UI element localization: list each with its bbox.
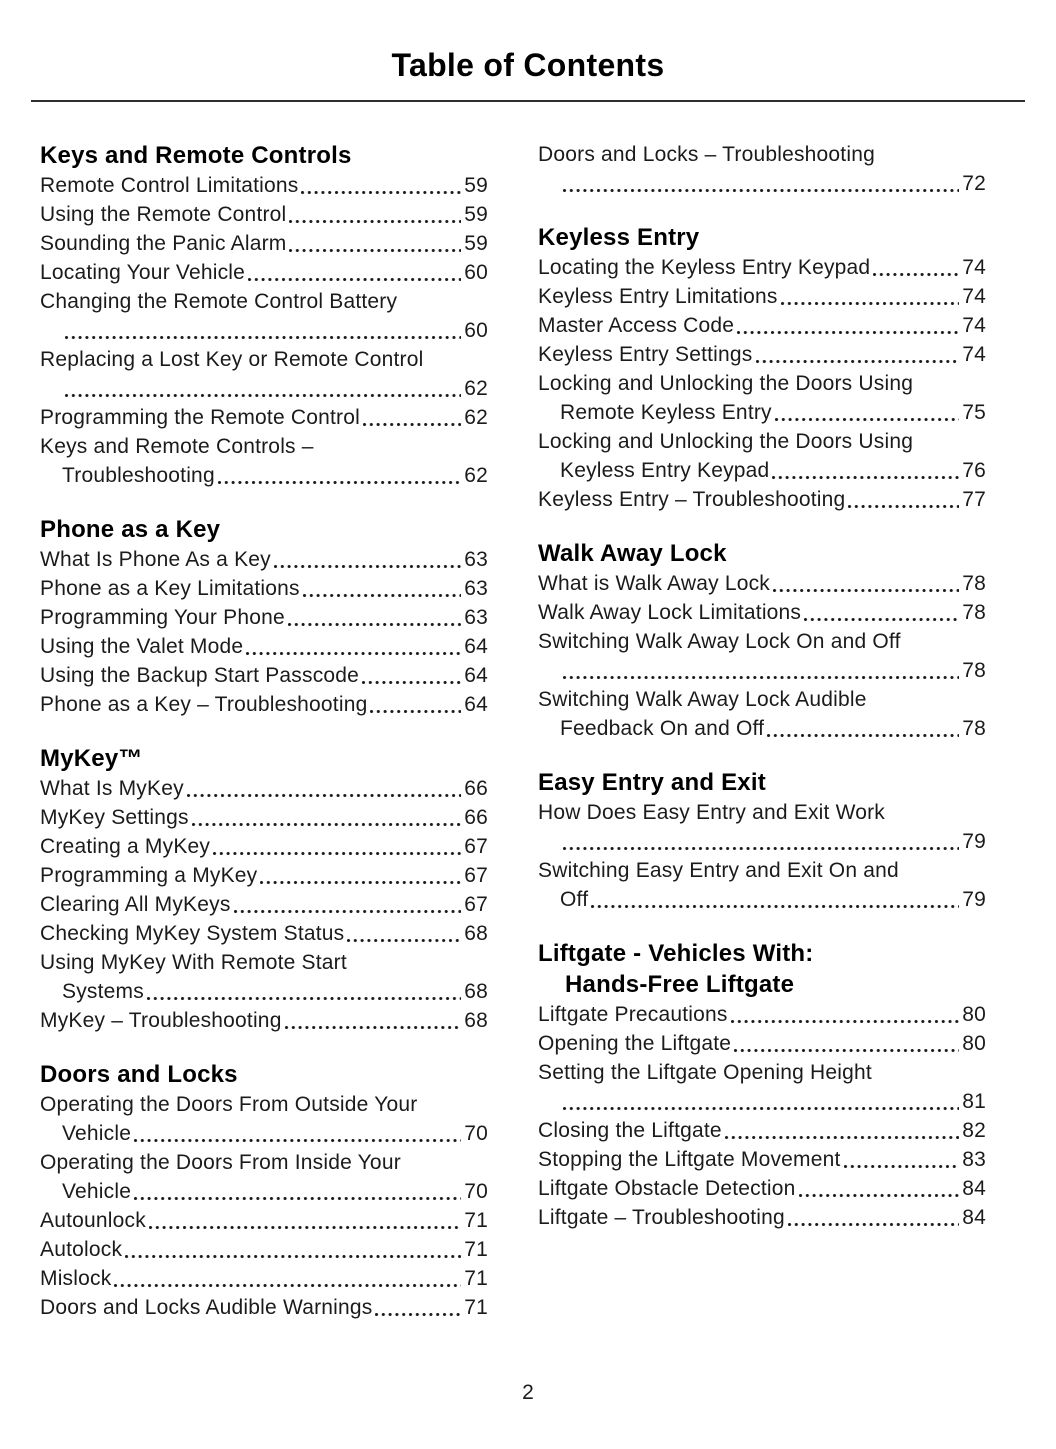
section-heading: MyKey™: [40, 745, 143, 772]
dot-leader: [286, 229, 464, 258]
dot-leader: [271, 545, 464, 574]
dot-leader: [801, 598, 962, 627]
toc-entry: [538, 340, 986, 369]
toc-entry: [40, 432, 488, 490]
entry-line: Operating the Doors From Outside Your: [40, 1093, 418, 1116]
entry-text: MyKey – Troubleshooting: [40, 1009, 282, 1032]
entry-leader-line: [40, 545, 488, 574]
entry-leader-line: [40, 171, 488, 200]
dot-leader: [144, 977, 464, 1006]
page-title: Table of Contents: [391, 47, 665, 83]
toc-entry: [40, 545, 488, 574]
entry-leader-line: [538, 1029, 986, 1058]
entry-page-ref: 63: [464, 548, 488, 571]
toc-section: [40, 514, 488, 719]
dot-leader: [560, 169, 962, 198]
toc-entry: [40, 200, 488, 229]
dot-leader: [753, 340, 963, 369]
entry-text: Locating the Keyless Entry Keypad: [538, 256, 871, 279]
entry-leader-line: [538, 656, 986, 685]
entry-text: Keyless Entry Settings: [538, 343, 753, 366]
toc-entry: [538, 1058, 986, 1116]
section-heading: Easy Entry and Exit: [538, 769, 766, 796]
section-heading: Walk Away Lock: [538, 540, 727, 567]
dot-leader: [122, 1235, 464, 1264]
toc-column: [40, 140, 488, 1322]
entry-text: Checking MyKey System Status: [40, 922, 345, 945]
dot-leader: [243, 632, 464, 661]
entry-line: Locking and Unlocking the Doors Using: [538, 430, 914, 453]
entry-page-ref: 67: [464, 893, 488, 916]
entry-page-ref: 78: [962, 659, 986, 682]
toc-section: [538, 767, 986, 914]
entry-line: Using MyKey With Remote Start: [40, 951, 347, 974]
entry-leader-line: [538, 885, 986, 914]
toc-entry: [40, 574, 488, 603]
entry-leader-line: [40, 316, 488, 345]
toc-entry: [40, 403, 488, 432]
entry-line: Keys and Remote Controls –: [40, 435, 314, 458]
toc-section: [40, 140, 488, 490]
entry-leader-line: [538, 485, 986, 514]
toc-entry: [40, 774, 488, 803]
toc-entry: [538, 685, 986, 743]
entry-leader-line: [40, 1264, 488, 1293]
dot-leader: [870, 253, 962, 282]
entry-leader-line: [538, 598, 986, 627]
entry-text: What is Walk Away Lock: [538, 572, 770, 595]
toc-entry: [40, 287, 488, 345]
toc-entry: [40, 1264, 488, 1293]
entry-text: Master Access Code: [538, 314, 735, 337]
dot-leader: [210, 832, 464, 861]
entry-line: Locking and Unlocking the Doors Using: [538, 372, 914, 395]
entry-page-ref: 72: [962, 172, 986, 195]
entry-leader-line: [40, 661, 488, 690]
toc-entry: [40, 1090, 488, 1148]
dot-leader: [146, 1206, 464, 1235]
toc-entry: [40, 890, 488, 919]
dot-leader: [184, 774, 464, 803]
entry-leader-line: [40, 890, 488, 919]
entry-leader-line: [538, 1116, 986, 1145]
entry-leader-line: [538, 827, 986, 856]
section-heading: Keyless Entry: [538, 224, 700, 251]
toc-section: [538, 222, 986, 514]
toc-entry: [40, 661, 488, 690]
entry-page-ref: 59: [464, 232, 488, 255]
toc-entry: [538, 427, 986, 485]
entry-page-ref: 66: [464, 777, 488, 800]
entry-leader-line: [40, 1293, 488, 1322]
toc-entry: [40, 1206, 488, 1235]
dot-leader: [785, 1203, 962, 1232]
entry-leader-line: [40, 803, 488, 832]
entry-line: Switching Walk Away Lock On and Off: [538, 630, 901, 653]
toc-entry: [538, 798, 986, 856]
toc-entry: [40, 1006, 488, 1035]
entry-text: Programming the Remote Control: [40, 406, 360, 429]
entry-text: What Is MyKey: [40, 777, 184, 800]
dot-leader: [286, 200, 464, 229]
section-heading: Keys and Remote Controls: [40, 142, 352, 169]
entry-text: Clearing All MyKeys: [40, 893, 231, 916]
entry-page-ref: 63: [464, 606, 488, 629]
dot-leader: [560, 1087, 962, 1116]
toc-entry: [40, 861, 488, 890]
entry-page-ref: 71: [464, 1238, 488, 1261]
entry-leader-line: [538, 1203, 986, 1232]
dot-leader: [588, 885, 962, 914]
dot-leader: [257, 861, 464, 890]
entry-line: Changing the Remote Control Battery: [40, 290, 398, 313]
entry-page-ref: 68: [464, 1009, 488, 1032]
entry-text: Mislock: [40, 1267, 112, 1290]
dot-leader: [231, 890, 465, 919]
toc-entry: [538, 253, 986, 282]
entry-leader-line: [40, 200, 488, 229]
entry-text: Feedback On and Off: [560, 717, 765, 740]
entry-text: What Is Phone As a Key: [40, 548, 271, 571]
entry-page-ref: 68: [464, 922, 488, 945]
entry-page-ref: 64: [464, 664, 488, 687]
dot-leader: [298, 171, 464, 200]
entry-leader-line: [40, 1006, 488, 1035]
entry-page-ref: 67: [464, 864, 488, 887]
toc-entry: [40, 832, 488, 861]
dot-leader: [131, 1177, 464, 1206]
entry-page-ref: 68: [464, 980, 488, 1003]
entry-leader-line: [40, 603, 488, 632]
entry-text: Liftgate Obstacle Detection: [538, 1177, 796, 1200]
entry-text: Troubleshooting: [62, 464, 215, 487]
dot-leader: [131, 1119, 464, 1148]
entry-leader-line: [40, 574, 488, 603]
entry-page-ref: 82: [962, 1119, 986, 1142]
entry-leader-line: [538, 282, 986, 311]
dot-leader: [734, 311, 962, 340]
entry-page-ref: 63: [464, 577, 488, 600]
section-heading: Liftgate - Vehicles With:: [538, 940, 814, 967]
entry-page-ref: 83: [962, 1148, 986, 1171]
toc-entry: [538, 140, 986, 198]
toc-entry: [538, 1116, 986, 1145]
entry-leader-line: [538, 456, 986, 485]
toc-entry: [538, 1000, 986, 1029]
toc-entry: [538, 311, 986, 340]
entry-leader-line: [538, 1087, 986, 1116]
entry-page-ref: 74: [962, 285, 986, 308]
entry-page-ref: 62: [464, 377, 488, 400]
toc-entry: [538, 856, 986, 914]
entry-page-ref: 74: [962, 314, 986, 337]
dot-leader: [772, 398, 962, 427]
entry-leader-line: [538, 569, 986, 598]
dot-leader: [560, 656, 962, 685]
toc-entry: [40, 603, 488, 632]
entry-line: Operating the Doors From Inside Your: [40, 1151, 401, 1174]
entry-page-ref: 70: [464, 1180, 488, 1203]
toc-entry: [538, 627, 986, 685]
entry-page-ref: 78: [962, 717, 986, 740]
entry-page-ref: 80: [962, 1032, 986, 1055]
entry-line: Doors and Locks – Troubleshooting: [538, 143, 875, 166]
page-number: 2: [522, 1381, 534, 1404]
dot-leader: [62, 316, 464, 345]
entry-text: Liftgate – Troubleshooting: [538, 1206, 785, 1229]
entry-leader-line: [40, 374, 488, 403]
entry-text: Opening the Liftgate: [538, 1032, 732, 1055]
entry-page-ref: 80: [962, 1003, 986, 1026]
dot-leader: [845, 485, 962, 514]
entry-text: MyKey Settings: [40, 806, 189, 829]
entry-leader-line: [538, 398, 986, 427]
entry-text: Closing the Liftgate: [538, 1119, 722, 1142]
entry-page-ref: 75: [962, 401, 986, 424]
entry-page-ref: 77: [962, 488, 986, 511]
entry-leader-line: [538, 340, 986, 369]
entry-text: Remote Control Limitations: [40, 174, 299, 197]
entry-page-ref: 71: [464, 1267, 488, 1290]
entry-text: Using the Valet Mode: [40, 635, 244, 658]
entry-page-ref: 64: [464, 693, 488, 716]
entry-text: Walk Away Lock Limitations: [538, 601, 802, 624]
entry-page-ref: 78: [962, 572, 986, 595]
entry-page-ref: 81: [962, 1090, 986, 1113]
dot-leader: [111, 1264, 464, 1293]
entry-text: Keyless Entry Keypad: [560, 459, 770, 482]
entry-line: How Does Easy Entry and Exit Work: [538, 801, 885, 824]
toc-section: [538, 140, 986, 198]
toc-entry: [40, 1148, 488, 1206]
entry-text: Liftgate Precautions: [538, 1003, 728, 1026]
toc-columns: [31, 102, 1025, 1322]
toc-entry: [538, 485, 986, 514]
entry-text: Creating a MyKey: [40, 835, 211, 858]
dot-leader: [372, 1293, 464, 1322]
entry-text: Programming a MyKey: [40, 864, 258, 887]
entry-leader-line: [40, 1206, 488, 1235]
entry-leader-line: [538, 1000, 986, 1029]
dot-leader: [359, 661, 464, 690]
entry-leader-line: [40, 832, 488, 861]
dot-leader: [770, 569, 962, 598]
entry-page-ref: 78: [962, 601, 986, 624]
entry-leader-line: [40, 774, 488, 803]
entry-page-ref: 67: [464, 835, 488, 858]
entry-page-ref: 66: [464, 806, 488, 829]
toc-entry: [40, 1293, 488, 1322]
toc-entry: [40, 229, 488, 258]
entry-line: Replacing a Lost Key or Remote Control: [40, 348, 424, 371]
entry-page-ref: 62: [464, 406, 488, 429]
entry-page-ref: 71: [464, 1296, 488, 1319]
entry-page-ref: 71: [464, 1209, 488, 1232]
toc-entry: [40, 345, 488, 403]
entry-text: Programming Your Phone: [40, 606, 285, 629]
entry-page-ref: 59: [464, 203, 488, 226]
entry-leader-line: [538, 311, 986, 340]
entry-page-ref: 84: [962, 1206, 986, 1229]
dot-leader: [731, 1029, 962, 1058]
dot-leader: [245, 258, 464, 287]
toc-entry: [40, 690, 488, 719]
toc-section: [40, 743, 488, 1035]
toc-entry: [40, 258, 488, 287]
entry-leader-line: [40, 690, 488, 719]
dot-leader: [722, 1116, 962, 1145]
entry-leader-line: [40, 1235, 488, 1264]
entry-leader-line: [538, 169, 986, 198]
toc-column: [538, 140, 986, 1322]
toc-section: [40, 1059, 488, 1322]
toc-section: [538, 938, 986, 1232]
entry-leader-line: [40, 258, 488, 287]
toc-entry: [40, 632, 488, 661]
toc-entry: [538, 598, 986, 627]
entry-page-ref: 60: [464, 261, 488, 284]
entry-leader-line: [40, 1177, 488, 1206]
entry-page-ref: 79: [962, 830, 986, 853]
entry-text: Stopping the Liftgate Movement: [538, 1148, 841, 1171]
dot-leader: [560, 827, 962, 856]
entry-page-ref: 70: [464, 1122, 488, 1145]
entry-leader-line: [40, 919, 488, 948]
toc-entry: [538, 1174, 986, 1203]
entry-line: Switching Walk Away Lock Audible: [538, 688, 867, 711]
entry-leader-line: [40, 403, 488, 432]
entry-page-ref: 79: [962, 888, 986, 911]
dot-leader: [62, 374, 464, 403]
entry-text: Vehicle: [62, 1180, 132, 1203]
dot-leader: [796, 1174, 963, 1203]
entry-page-ref: 74: [962, 343, 986, 366]
dot-leader: [728, 1000, 963, 1029]
entry-page-ref: 64: [464, 635, 488, 658]
toc-entry: [40, 171, 488, 200]
entry-leader-line: [40, 861, 488, 890]
toc-entry: [40, 919, 488, 948]
entry-text: Autolock: [40, 1238, 123, 1261]
entry-page-ref: 84: [962, 1177, 986, 1200]
toc-entry: [538, 1203, 986, 1232]
entry-leader-line: [40, 229, 488, 258]
entry-page-ref: 60: [464, 319, 488, 342]
toc-entry: [538, 1029, 986, 1058]
dot-leader: [300, 574, 465, 603]
entry-text: Using the Backup Start Passcode: [40, 664, 360, 687]
toc-entry: [538, 369, 986, 427]
entry-text: Keyless Entry Limitations: [538, 285, 778, 308]
entry-leader-line: [538, 253, 986, 282]
entry-text: Autounlock: [40, 1209, 146, 1232]
dot-leader: [360, 403, 464, 432]
entry-text: Vehicle: [62, 1122, 132, 1145]
toc-entry: [40, 803, 488, 832]
entry-page-ref: 76: [962, 459, 986, 482]
entry-leader-line: [40, 1119, 488, 1148]
toc-entry: [40, 1235, 488, 1264]
entry-page-ref: 74: [962, 256, 986, 279]
dot-leader: [764, 714, 962, 743]
section-heading: Phone as a Key: [40, 516, 221, 543]
dot-leader: [841, 1145, 963, 1174]
entry-text: Phone as a Key Limitations: [40, 577, 300, 600]
entry-page-ref: 62: [464, 464, 488, 487]
entry-line: Switching Easy Entry and Exit On and: [538, 859, 899, 882]
dot-leader: [367, 690, 464, 719]
toc-entry: [538, 282, 986, 311]
entry-text: Keyless Entry – Troubleshooting: [538, 488, 846, 511]
entry-leader-line: [538, 1174, 986, 1203]
entry-leader-line: [40, 632, 488, 661]
entry-leader-line: [40, 461, 488, 490]
toc-entry: [538, 1145, 986, 1174]
entry-page-ref: 59: [464, 174, 488, 197]
entry-text: Doors and Locks Audible Warnings: [40, 1296, 373, 1319]
entry-leader-line: [40, 977, 488, 1006]
entry-leader-line: [538, 714, 986, 743]
entry-text: Using the Remote Control: [40, 203, 287, 226]
dot-leader: [778, 282, 963, 311]
section-heading: Hands-Free Liftgate: [565, 971, 795, 998]
entry-text: Phone as a Key – Troubleshooting: [40, 693, 368, 716]
toc-entry: [538, 569, 986, 598]
entry-line: Setting the Liftgate Opening Height: [538, 1061, 872, 1084]
section-heading: Doors and Locks: [40, 1061, 238, 1088]
entry-text: Locating Your Vehicle: [40, 261, 246, 284]
entry-text: Systems: [62, 980, 144, 1003]
dot-leader: [344, 919, 464, 948]
entry-text: Off: [560, 888, 589, 911]
entry-text: Sounding the Panic Alarm: [40, 232, 287, 255]
toc-entry: [40, 948, 488, 1006]
dot-leader: [215, 461, 464, 490]
dot-leader: [769, 456, 962, 485]
toc-section: [538, 538, 986, 743]
dot-leader: [285, 603, 464, 632]
dot-leader: [189, 803, 465, 832]
entry-leader-line: [538, 1145, 986, 1174]
entry-text: Remote Keyless Entry: [560, 401, 772, 424]
dot-leader: [282, 1006, 465, 1035]
